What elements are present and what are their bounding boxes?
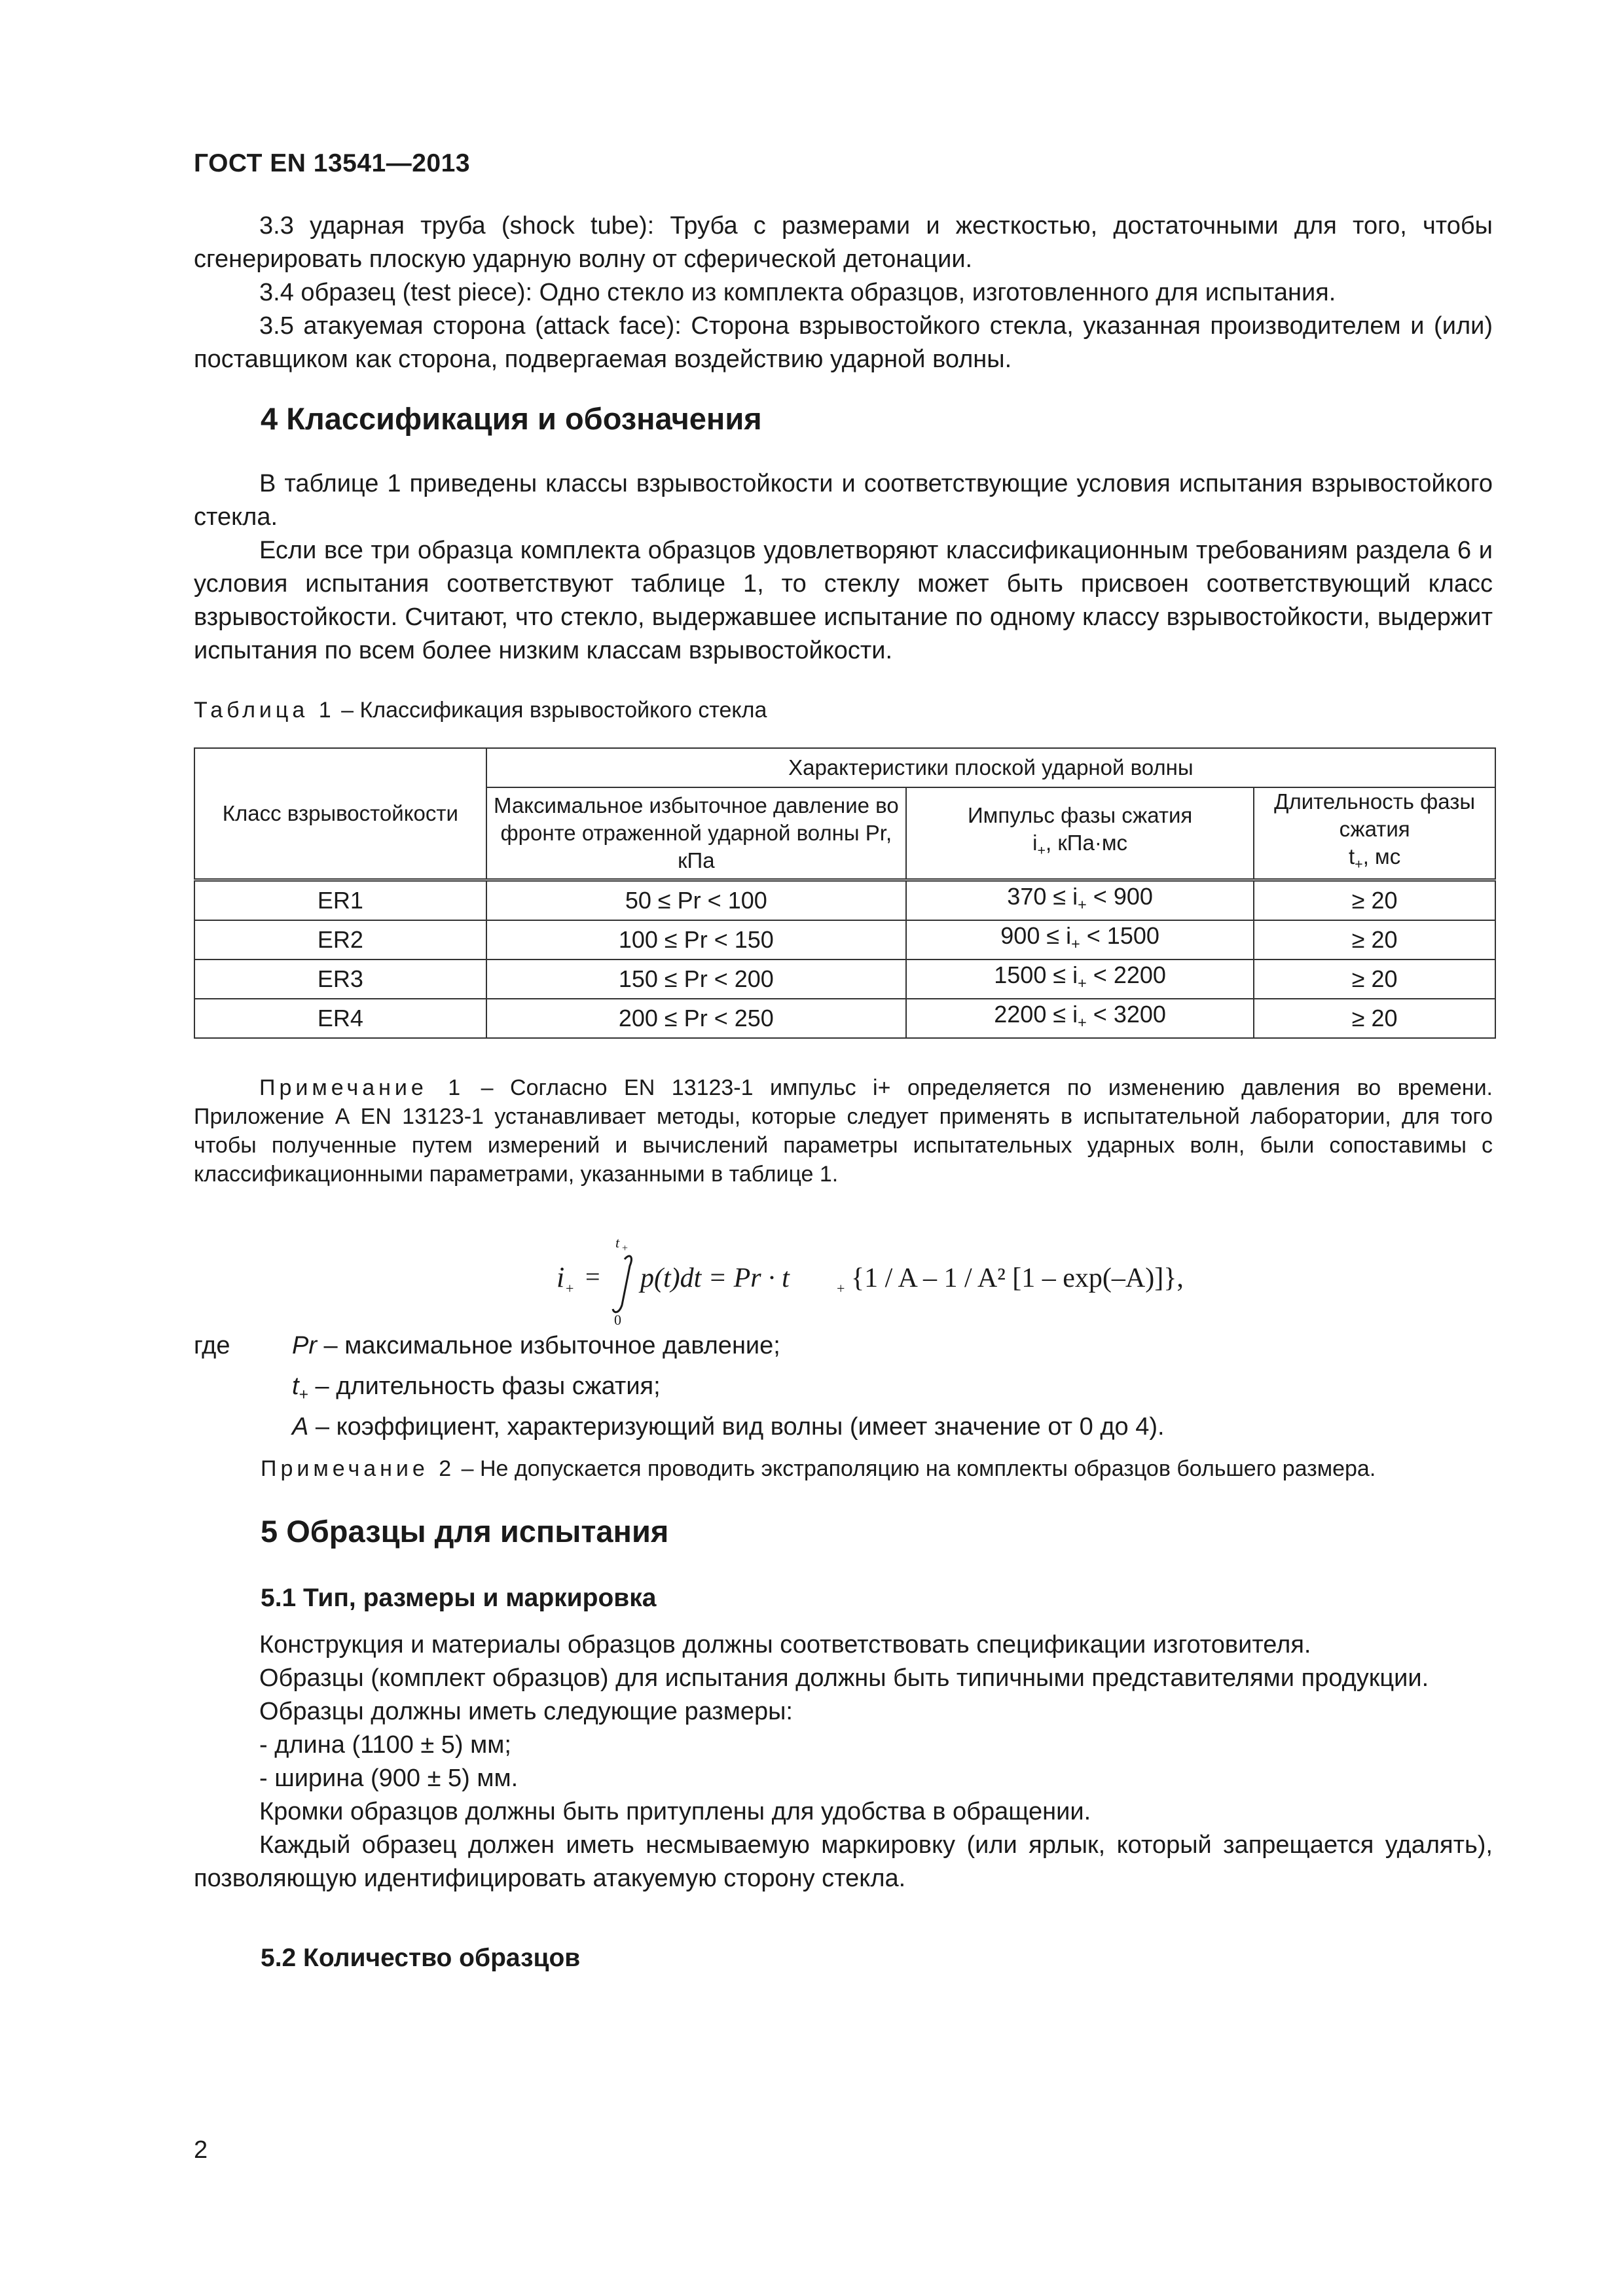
header-wave-characteristics: Характеристики плоской ударной волны	[486, 748, 1495, 787]
formula-lhs: i	[556, 1261, 565, 1293]
note-1-text: – Согласно EN 13123-1 импульс i+ определяется по изменению давления во времени. Приложение А EN 13123-1 устанавливает методы, которые следует применять в испытательной лаборатории, для того чтобы полученные путем измерений и вычислений параметры испытательных ударных волн, были сопоставимы с классификационными параметрами, указанными в таблице 1.	[194, 1075, 1493, 1187]
page-number: 2	[194, 2136, 208, 2164]
dimension-length: - длина (1100 ± 5) мм;	[259, 1731, 511, 1759]
table-row	[194, 999, 1495, 1038]
section-5-paragraph-5: Каждый образец должен иметь несмываемую маркировку (или ярлык, который запрещается удалять), позволяющую идентифицировать атакуемую сторону стекла.	[194, 1831, 1493, 1892]
note-2-label: Примечание 2	[261, 1456, 456, 1481]
cell-class: ER4	[194, 999, 486, 1038]
where-item-a: A – коэффициент, характеризующий вид волны (имеет значение от 0 до 4).	[292, 1413, 1165, 1441]
section-5-paragraph-2: Образцы (комплект образцов) для испытания должны быть типичными представителями продукции.	[259, 1664, 1429, 1692]
section-5-title: 5 Образцы для испытания	[261, 1514, 669, 1549]
section-4-paragraph-1: В таблице 1 приведены классы взрывостойкости и соответствующие условия испытания взрывостойкого стекла.	[194, 470, 1493, 531]
note-2	[261, 1454, 1376, 1483]
formula-lower-limit: 0	[614, 1312, 621, 1328]
section-4-title: 4 Классификация и обозначения	[261, 401, 762, 436]
dimension-width: - ширина (900 ± 5) мм.	[259, 1765, 519, 1792]
definitions-block	[194, 209, 1493, 376]
cell-impulse: $900 \le i_+ < 1500$	[906, 920, 1254, 960]
cell-class: ER3	[194, 960, 486, 999]
definition-3-4: 3.4 образец (test piece): Одно стекло из комплекта образцов, изготовленного для испытания.	[259, 279, 1336, 306]
formula-rhs: {1 / A – 1 / A² [1 – exp(–A)]},	[851, 1263, 1184, 1293]
cell-duration: ≥ 20	[1254, 880, 1495, 921]
formula-lhs-sub: +	[566, 1280, 574, 1297]
header-class: Класс взрывостойкости	[194, 748, 486, 880]
section-5-paragraph-3: Образцы должны иметь следующие размеры:	[259, 1698, 793, 1725]
formula-upper-limit: t	[615, 1234, 620, 1251]
cell-pressure: 200 ≤ Pr < 250	[486, 999, 906, 1038]
formula-upper-sub: +	[622, 1243, 629, 1254]
cell-class: ER1	[194, 880, 486, 921]
section-4-paragraph-2: Если все три образца комплекта образцов удовлетворяют классификационным требованиям раздела 6 и условия испытания соответствуют таблице 1, то стеклу может быть присвоен соответствующий класс взрывостойкости. Считают, что стекло, выдержавшее испытание по одному классу взрывостойкости, выдержит испытания по всем более низким классам взрывостойкости.	[194, 537, 1493, 664]
note-1	[194, 1073, 1493, 1189]
definition-3-5: 3.5 атакуемая сторона (attack face): Сторона взрывостойкого стекла, указанная производителем и (или) поставщиком как сторона, подвергаемая воздействию ударной волны.	[194, 312, 1493, 373]
section-4-text	[194, 467, 1493, 668]
header-pressure: Максимальное избыточное давление во фронте отраженной ударной волны Pr, кПа	[486, 787, 906, 880]
table-caption-text: – Классификация взрывостойкого стекла	[335, 698, 767, 723]
impulse-formula	[556, 1233, 1184, 1328]
classification-table	[194, 747, 1496, 1039]
section-5-paragraph-1: Конструкция и материалы образцов должны соответствовать спецификации изготовителя.	[259, 1631, 1311, 1659]
formula-integrand: p(t)dt = Pr · t	[640, 1263, 790, 1293]
cell-duration: ≥ 20	[1254, 920, 1495, 960]
cell-impulse: $2200 \le i_+ < 3200$	[906, 999, 1254, 1038]
definition-3-3: 3.3 ударная труба (shock tube): Труба с размерами и жесткостью, достаточными для того, чтобы сгенерировать плоскую ударную волну от сферической детонации.	[194, 212, 1493, 273]
table-row	[194, 960, 1495, 999]
cell-pressure: 50 ≤ Pr < 100	[486, 880, 906, 921]
where-word: где	[194, 1332, 230, 1359]
cell-pressure: 150 ≤ Pr < 200	[486, 960, 906, 999]
note-2-text: – Не допускается проводить экстраполяцию на комплекты образцов большего размера.	[455, 1456, 1376, 1481]
formula-t-sub: +	[837, 1280, 845, 1297]
section-5-text	[194, 1628, 1493, 1895]
subsection-5-1-title: 5.1 Тип, размеры и маркировка	[261, 1584, 657, 1612]
cell-pressure: 100 ≤ Pr < 150	[486, 920, 906, 960]
note-1-label: Примечание 1	[259, 1075, 465, 1100]
document-header: ГОСТ EN 13541—2013	[194, 149, 471, 177]
where-item-t: $t_+$ – длительность фазы сжатия;	[292, 1372, 661, 1404]
svg-text:=: =	[585, 1262, 600, 1291]
section-5-paragraph-4: Кромки образцов должны быть притуплены для удобства в обращении.	[259, 1798, 1091, 1825]
subsection-5-2-title: 5.2 Количество образцов	[261, 1944, 581, 1972]
header-impulse: Импульс фазы сжатия $i_+$, кПа·мс	[906, 787, 1254, 880]
cell-duration: ≥ 20	[1254, 999, 1495, 1038]
table-row	[194, 920, 1495, 960]
table-caption	[194, 698, 767, 723]
table-caption-label: Таблица 1	[194, 698, 335, 723]
cell-class: ER2	[194, 920, 486, 960]
cell-impulse: $1500 \le i_+ < 2200$	[906, 960, 1254, 999]
cell-impulse: $370 \le i_+ < 900$	[906, 880, 1254, 921]
table-row	[194, 880, 1495, 921]
cell-duration: ≥ 20	[1254, 960, 1495, 999]
where-item-pr: Pr – максимальное избыточное давление;	[292, 1332, 780, 1359]
header-duration: Длительность фазы сжатия $t_+$, мс	[1254, 787, 1495, 880]
